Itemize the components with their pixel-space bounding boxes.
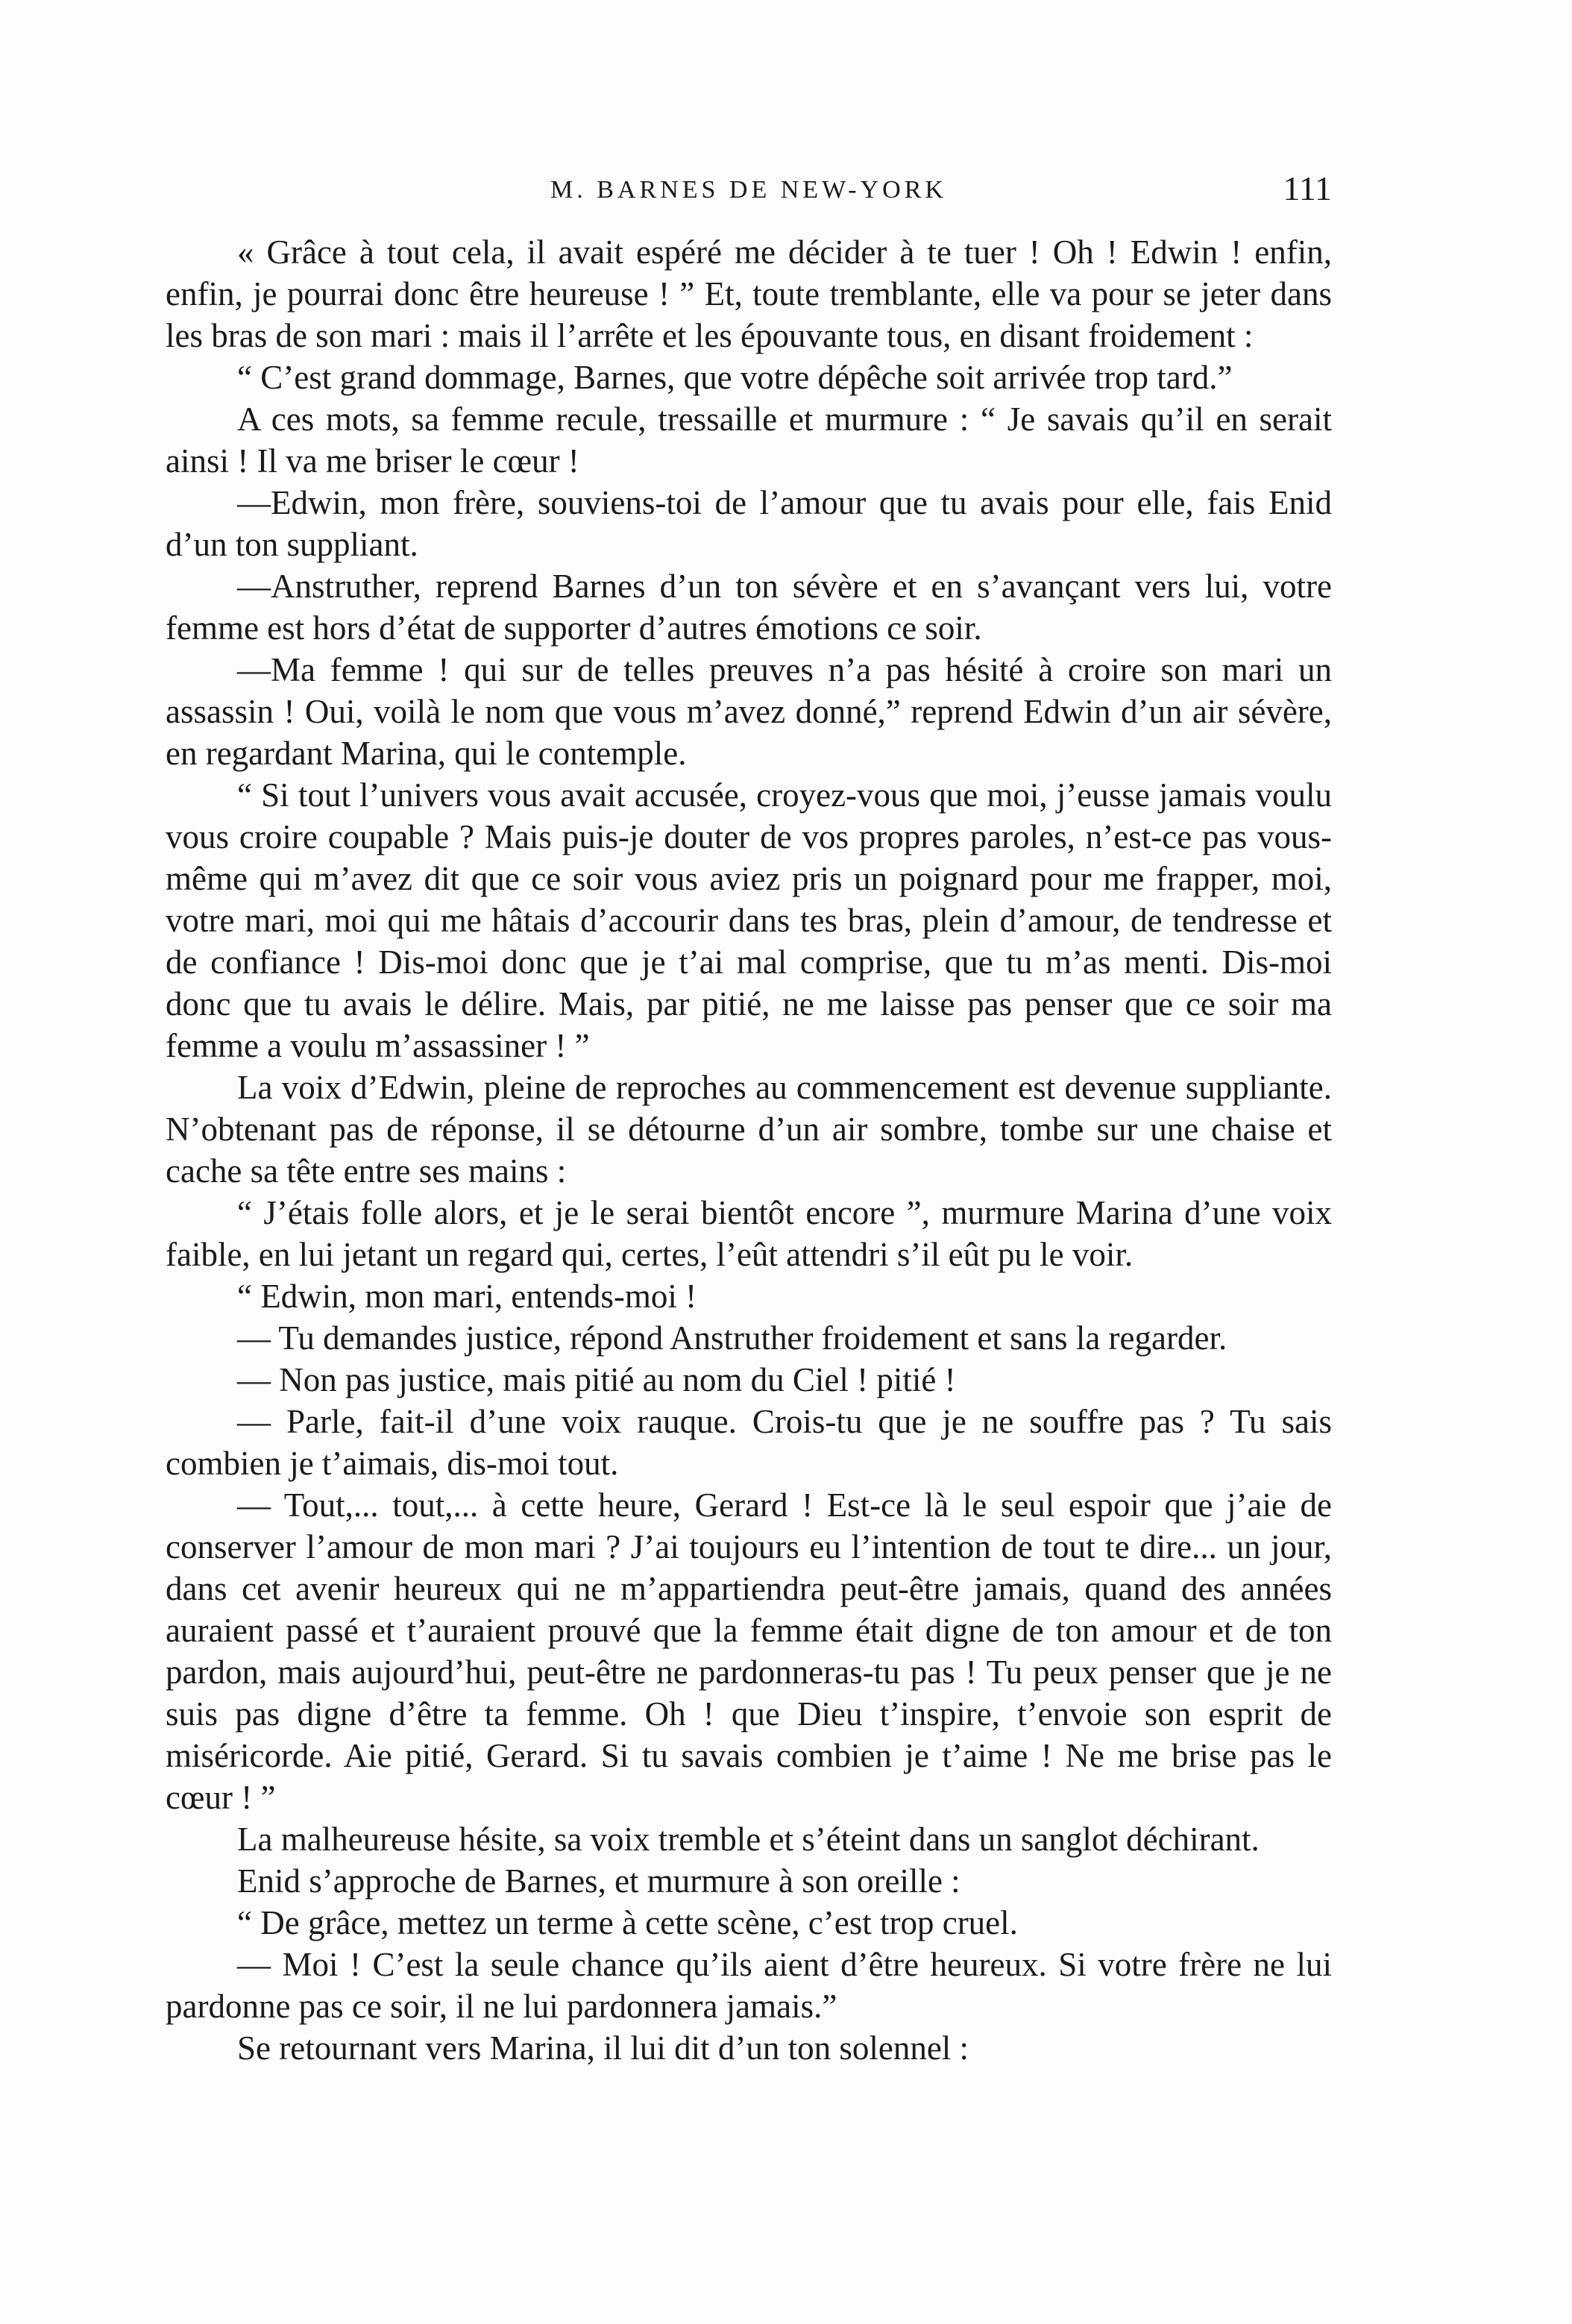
paragraph: —Anstruther, reprend Barnes d’un ton sévère et en s’avançant vers lui, votre femme est hors d’état de supporter d’autres émotions ce soir.: [166, 568, 1332, 647]
paragraph: Se retournant vers Marina, il lui dit d’un ton solennel :: [237, 2029, 969, 2067]
paragraph: “ Si tout l’univers vous avait accusée, croyez-vous que moi, j’eusse jamais voulu vous croire coupable ? Mais puis-je douter de vos propres paroles, n’est-ce pas vous-même qui m’avez dit que ce soir vous aviez pris un poignard pour me frapper, moi, votre mari, moi qui me hâtais d’accourir dans tes bras, plein d’amour, de tendresse et de confiance ! Dis-moi donc que je t’ai mal comprise, que tu m’as menti. Dis-moi donc que tu avais le délire. Mais, par pitié, ne me laisse pas penser que ce soir ma femme a voulu m’assassiner ! ”: [166, 776, 1332, 1064]
page-header: [166, 169, 1332, 213]
paragraph: « Grâce à tout cela, il avait espéré me décider à te tuer ! Oh ! Edwin ! enfin, enfin, je pourrai donc être heureuse ! ” Et, toute tremblante, elle va pour se jeter dans les bras de son mari : mais il l’arrête et les épouvante tous, en disant froidement :: [166, 233, 1332, 354]
paragraph: “ C’est grand dommage, Barnes, que votre dépêche soit arrivée trop tard.”: [237, 359, 1233, 396]
paragraph: “ J’étais folle alors, et je le serai bientôt encore ”, murmure Marina d’une voix faible, en lui jetant un regard qui, certes, l’eût attendri s’il eût pu le voir.: [166, 1194, 1332, 1273]
paragraph: La voix d’Edwin, pleine de reproches au commencement est devenue suppliante. N’obtenant pas de réponse, il se détourne d’un air sombre, tombe sur une chaise et cache sa tête entre ses mains :: [166, 1069, 1332, 1190]
paragraph: —Ma femme ! qui sur de telles preuves n’a pas hésité à croire son mari un assassin ! Oui, voilà le nom que vous m’avez donné,” reprend Edwin d’un air sévère, en regardant Marina, qui le contemple.: [166, 651, 1332, 772]
running-head: M. BARNES DE NEW-YORK: [550, 176, 947, 204]
paragraph: —Edwin, mon frère, souviens-toi de l’amour que tu avais pour elle, fais Enid d’un ton suppliant.: [166, 484, 1332, 563]
paragraph: A ces mots, sa femme recule, tressaille et murmure : “ Je savais qu’il en serait ainsi ! Il va me briser le cœur !: [166, 401, 1332, 480]
page-number: 111: [1283, 169, 1332, 207]
body-text: [166, 231, 1332, 2069]
paragraph: La malheureuse hésite, sa voix tremble et s’éteint dans un sanglot déchirant.: [237, 1821, 1260, 1858]
paragraph: — Tu demandes justice, répond Anstruther froidement et sans la regarder.: [237, 1319, 1227, 1357]
paragraph: “ Edwin, mon mari, entends-moi !: [237, 1278, 697, 1315]
paragraph: — Parle, fait-il d’une voix rauque. Crois-tu que je ne souffre pas ? Tu sais combien je t’aimais, dis-moi tout.: [166, 1403, 1332, 1482]
paragraph: — Moi ! C’est la seule chance qu’ils aient d’être heureux. Si votre frère ne lui pardonne pas ce soir, il ne lui pardonnera jamais.”: [166, 1946, 1332, 2025]
paragraph: — Tout,... tout,... à cette heure, Gerard ! Est-ce là le seul espoir que j’aie de conserver l’amour de mon mari ? J’ai toujours eu l’intention de tout te dire... un jour, dans cet avenir heureux qui ne m’appartiendra peut-être jamais, quand des années auraient passé et t’auraient prouvé que la femme était digne de ton amour et de ton pardon, mais aujourd’hui, peut-être ne pardonneras-tu pas ! Tu peux penser que je ne suis pas digne d’être ta femme. Oh ! que Dieu t’inspire, t’envoie son esprit de miséricorde. Aie pitié, Gerard. Si tu savais combien je t’aime ! Ne me brise pas le cœur ! ”: [166, 1486, 1332, 1816]
paragraph: — Non pas justice, mais pitié au nom du Ciel ! pitié !: [237, 1361, 956, 1398]
paragraph: Enid s’approche de Barnes, et murmure à son oreille :: [237, 1862, 961, 1900]
paragraph: “ De grâce, mettez un terme à cette scène, c’est trop cruel.: [237, 1904, 1018, 1941]
